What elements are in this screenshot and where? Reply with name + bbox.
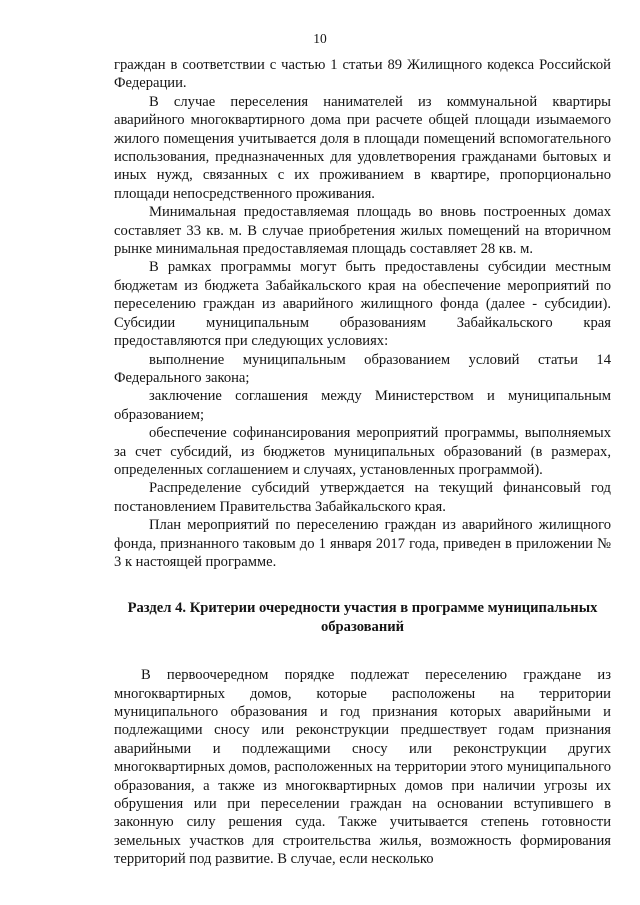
condition-item-3: обеспечение софинансирования мероприятий программы, выполняемых за счет субсидий, из бюджетов муниципальных образований (в размерах, определенных соглашением и случаях, установленных программой). (114, 425, 611, 478)
section-heading: Раздел 4. Критерии очередности участия в программе муниципальных образований (127, 600, 598, 635)
paragraph-communal-apartment: В случае переселения нанимателей из коммунальной квартиры аварийного многоквартирного дома при расчете общей площади изымаемого жилого помещения учитывается доля в площади помещений вспомогательного использования, предназначенных для удовлетворения гражданами бытовых и иных нужд, связанных с их проживанием в квартире, пропорционально площади непосредственного проживания. (114, 93, 611, 202)
condition-item-2: заключение соглашения между Министерством и муниципальным образованием; (114, 388, 611, 423)
condition-item-1: выполнение муниципальным образованием условий статьи 14 Федерального закона; (114, 351, 611, 386)
paragraph-plan: План мероприятий по переселению граждан из аварийного жилищного фонда, признанного таковым до 1 января 2017 года, приведен в приложении № 3 к настоящей программе. (114, 517, 611, 570)
page-number: 10 (313, 31, 327, 46)
paragraph-distribution: Распределение субсидий утверждается на текущий финансовый год постановлением Правительства Забайкальского края. (114, 480, 611, 515)
paragraph-priority-criteria: В первоочередном порядке подлежат переселению граждане из многоквартирных домов, которые расположены на территории муниципального образования и год признания которых аварийными и подлежащими сносу или реконструкции предшествует годам признания аварийными и подлежащими сносу или реконструкции других многоквартирных домов, расположенных на территории этого муниципального образования, а также из многоквартирных домов при наличии угрозы их обрушения или при переселении граждан на основании вступившего в законную силу решения суда. Также учитывается степень готовности земельных участков для строительства жилья, возможность формирования территорий под развитие. В случае, если несколько (114, 667, 611, 868)
paragraph-minimum-area: Минимальная предоставляемая площадь во вновь построенных домах составляет 33 кв. м. В случае приобретения жилых помещений на вторичном рынке минимальная предоставляемая площадь составляет 28 кв. м. (114, 204, 611, 258)
paragraph-continuation: граждан в соответствии с частью 1 статьи 89 Жилищного кодекса Российской Федерации. (114, 57, 611, 92)
document-body (114, 56, 611, 869)
paragraph-subsidies: В рамках программы могут быть предоставлены субсидии местным бюджетам из бюджета Забайкальского края на обеспечение мероприятий по переселению граждан из аварийного жилищного фонда (далее - субсидии). Субсидии муниципальным образованиям Забайкальского края предоставляются при следующих условиях: (114, 259, 611, 350)
